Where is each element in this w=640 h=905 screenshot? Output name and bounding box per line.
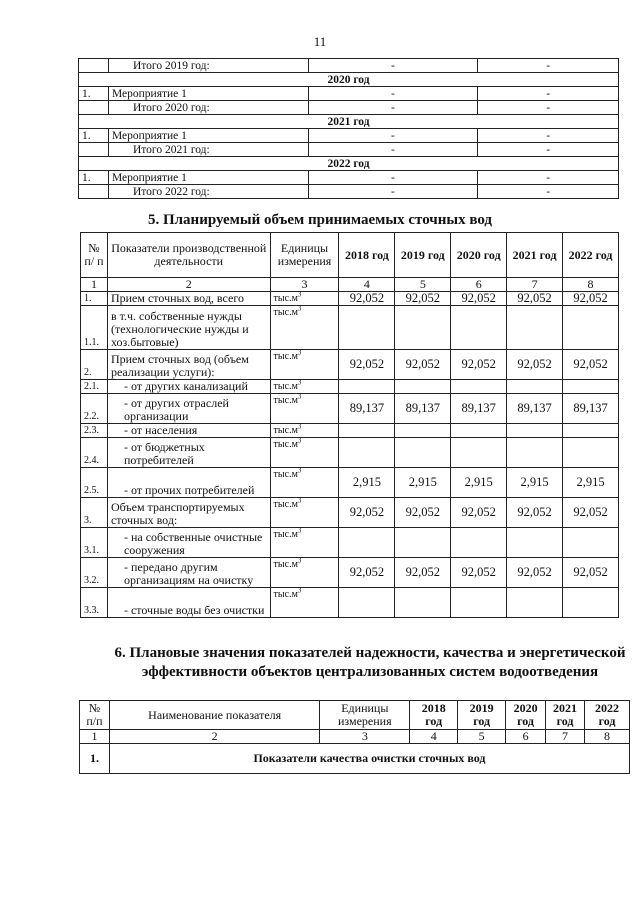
row-value [507, 438, 563, 468]
table-row: 1. Мероприятие 1 - - [79, 171, 619, 185]
row-value: 2,915 [395, 468, 451, 498]
row-indicator: - от населения [107, 424, 270, 438]
col-indicator-header: Показатели производственной деятельности [107, 233, 270, 278]
row-number: 2.4. [81, 438, 108, 468]
row-value: 92,052 [563, 350, 619, 380]
row-value [451, 380, 507, 394]
row-number: 3.3. [81, 588, 108, 618]
table-row [81, 380, 619, 394]
row-indicator: в т.ч. собственные нужды (технологические нужды и хоз.бытовые) [107, 306, 270, 350]
table-row: 1. Мероприятие 1 - - [79, 87, 619, 101]
table-row [81, 468, 619, 498]
col-num-header: № п/п [80, 701, 110, 730]
row-unit: $тыс.м^3$ [270, 306, 339, 350]
row-unit: $тыс.м^3$ [270, 438, 339, 468]
row-value [507, 380, 563, 394]
row-value [563, 380, 619, 394]
row-value: 92,052 [507, 292, 563, 306]
row-value [507, 424, 563, 438]
table-row [81, 306, 619, 350]
row-indicator: Прием сточных вод, всего [107, 292, 270, 306]
row-value: 89,137 [451, 394, 507, 424]
row-value [563, 438, 619, 468]
row-indicator: - передано другим организациям на очистку [107, 558, 270, 588]
reliability-indicators-table [79, 700, 630, 774]
row-value: 92,052 [339, 292, 395, 306]
row-value: 2,915 [339, 468, 395, 498]
row-number: 2.2. [81, 394, 108, 424]
row-unit: $тыс.м^3$ [270, 424, 339, 438]
row-value: 92,052 [395, 498, 451, 528]
table-row [81, 424, 619, 438]
row-number: 1.1. [81, 306, 108, 350]
year-row: 2022 год [79, 157, 619, 171]
row-value [395, 380, 451, 394]
col-year-header: 2021 год [507, 233, 563, 278]
row-value [395, 588, 451, 618]
table-row [81, 438, 619, 468]
row-value [395, 438, 451, 468]
row-number: 3. [81, 498, 108, 528]
col-year-header: 2020 год [451, 233, 507, 278]
row-value [451, 306, 507, 350]
table-row [81, 558, 619, 588]
row-value [451, 588, 507, 618]
row-unit: $тыс.м^3$ [270, 292, 339, 306]
col-year-header: 2018 год [339, 233, 395, 278]
row-value: 89,137 [395, 394, 451, 424]
row-number: 2.5. [81, 468, 108, 498]
row-value: 2,915 [563, 468, 619, 498]
col-year-header: 2019 год [395, 233, 451, 278]
row-unit: $тыс.м^3$ [270, 394, 339, 424]
col-num-header: № п/ п [81, 233, 108, 278]
row-value: 92,052 [507, 350, 563, 380]
row-value: 92,052 [507, 498, 563, 528]
row-number: 2. [81, 350, 108, 380]
row-value: 92,052 [339, 558, 395, 588]
row-value: 89,137 [563, 394, 619, 424]
row-number: 3.2. [81, 558, 108, 588]
row-number: 2.3. [81, 424, 108, 438]
table-row [81, 498, 619, 528]
row-value [507, 306, 563, 350]
header-row [80, 701, 630, 730]
row-value [507, 528, 563, 558]
wastewater-volume-table [80, 232, 619, 618]
row-value: 92,052 [563, 498, 619, 528]
year-row: 2021 год [79, 115, 619, 129]
row-indicator: - от бюджетных потребителей [107, 438, 270, 468]
column-number-row: 1 2 3 4 5 6 7 8 [80, 730, 630, 744]
table-row [81, 394, 619, 424]
row-value: 92,052 [339, 498, 395, 528]
row-value [451, 438, 507, 468]
col-year-header: 2022 год [563, 233, 619, 278]
row-indicator: - сточные воды без очистки [107, 588, 270, 618]
total-label: Итого 2019 год: [108, 59, 308, 73]
table-row [81, 588, 619, 618]
row-value: 92,052 [563, 558, 619, 588]
row-indicator: - от других отраслей организации [107, 394, 270, 424]
row-value: 92,052 [395, 558, 451, 588]
row-value [339, 306, 395, 350]
row-unit: $тыс.м^3$ [270, 468, 339, 498]
row-unit: $тыс.м^3$ [270, 380, 339, 394]
row-value: 89,137 [339, 394, 395, 424]
row-indicator: Объем транспортируемых сточных вод: [107, 498, 270, 528]
row-value [339, 424, 395, 438]
row-value [563, 424, 619, 438]
table-row [81, 350, 619, 380]
row-value [339, 528, 395, 558]
row-indicator: Прием сточных вод (объем реализации услуги): [107, 350, 270, 380]
row-value: 92,052 [563, 292, 619, 306]
table-row: Итого 2021 год: - - [79, 143, 619, 157]
section-label: Показатели качества очистки сточных вод [109, 744, 629, 774]
row-indicator: - на собственные очистные сооружения [107, 528, 270, 558]
page-number: 11 [313, 34, 327, 49]
row-value: 2,915 [507, 468, 563, 498]
row-value: 89,137 [507, 394, 563, 424]
row-indicator: - от других канализаций [107, 380, 270, 394]
row-value [451, 424, 507, 438]
col-year-header: 2021 год [546, 701, 585, 730]
row-value: 92,052 [395, 350, 451, 380]
row-value [563, 588, 619, 618]
row-number: 3.1. [81, 528, 108, 558]
section5-title: 5. Планируемый объем принимаемых сточных вод [147, 212, 493, 228]
table-row: Итого 2019 год: - - [79, 59, 619, 73]
row-value: 92,052 [339, 350, 395, 380]
row-value [395, 424, 451, 438]
row-number: 2.1. [81, 380, 108, 394]
table-row: Итого 2020 год: - - [79, 101, 619, 115]
col-name-header: Наименование показателя [109, 701, 319, 730]
table-row [81, 528, 619, 558]
col-unit-header: Единицы измерения [270, 233, 339, 278]
row-value [339, 438, 395, 468]
row-value: 92,052 [507, 558, 563, 588]
section-row: 1. Показатели качества очистки сточных вод [80, 744, 630, 774]
table-row: 1. Мероприятие 1 - - [79, 129, 619, 143]
row-value: 2,915 [451, 468, 507, 498]
row-value [563, 306, 619, 350]
row-indicator: - от прочих потребителей [107, 468, 270, 498]
row-unit: $тыс.м^3$ [270, 350, 339, 380]
row-value [395, 528, 451, 558]
col-year-header: 2019 год [458, 701, 506, 730]
row-unit: $тыс.м^3$ [270, 528, 339, 558]
col-year-header: 2020 год [506, 701, 546, 730]
col-year-header: 2022 год [585, 701, 630, 730]
table-row: Итого 2022 год: - - [79, 185, 619, 199]
row-value [451, 528, 507, 558]
row-value: 92,052 [451, 498, 507, 528]
row-value [339, 380, 395, 394]
section6-title: 6. Плановые значения показателей надежности, качества и энергетической эффективности объектов централизованных систем водоотведения [114, 645, 626, 680]
row-value: 92,052 [395, 292, 451, 306]
row-value [563, 528, 619, 558]
row-value [507, 588, 563, 618]
year-row: 2020 год [79, 73, 619, 87]
row-value: 92,052 [451, 292, 507, 306]
header-row [81, 233, 619, 278]
col-unit-header: Единицы измерения [320, 701, 410, 730]
row-unit: $тыс.м^3$ [270, 588, 339, 618]
measures-table [78, 58, 619, 199]
row-value [395, 306, 451, 350]
table-row [81, 292, 619, 306]
row-number: 1. [81, 292, 108, 306]
row-value: 92,052 [451, 350, 507, 380]
row-unit: $тыс.м^3$ [270, 498, 339, 528]
row-value: 92,052 [451, 558, 507, 588]
row-value [339, 588, 395, 618]
col-year-header: 2018 год [410, 701, 458, 730]
row-unit: $тыс.м^3$ [270, 558, 339, 588]
column-number-row: 1 2 3 4 5 6 7 8 [81, 278, 619, 292]
